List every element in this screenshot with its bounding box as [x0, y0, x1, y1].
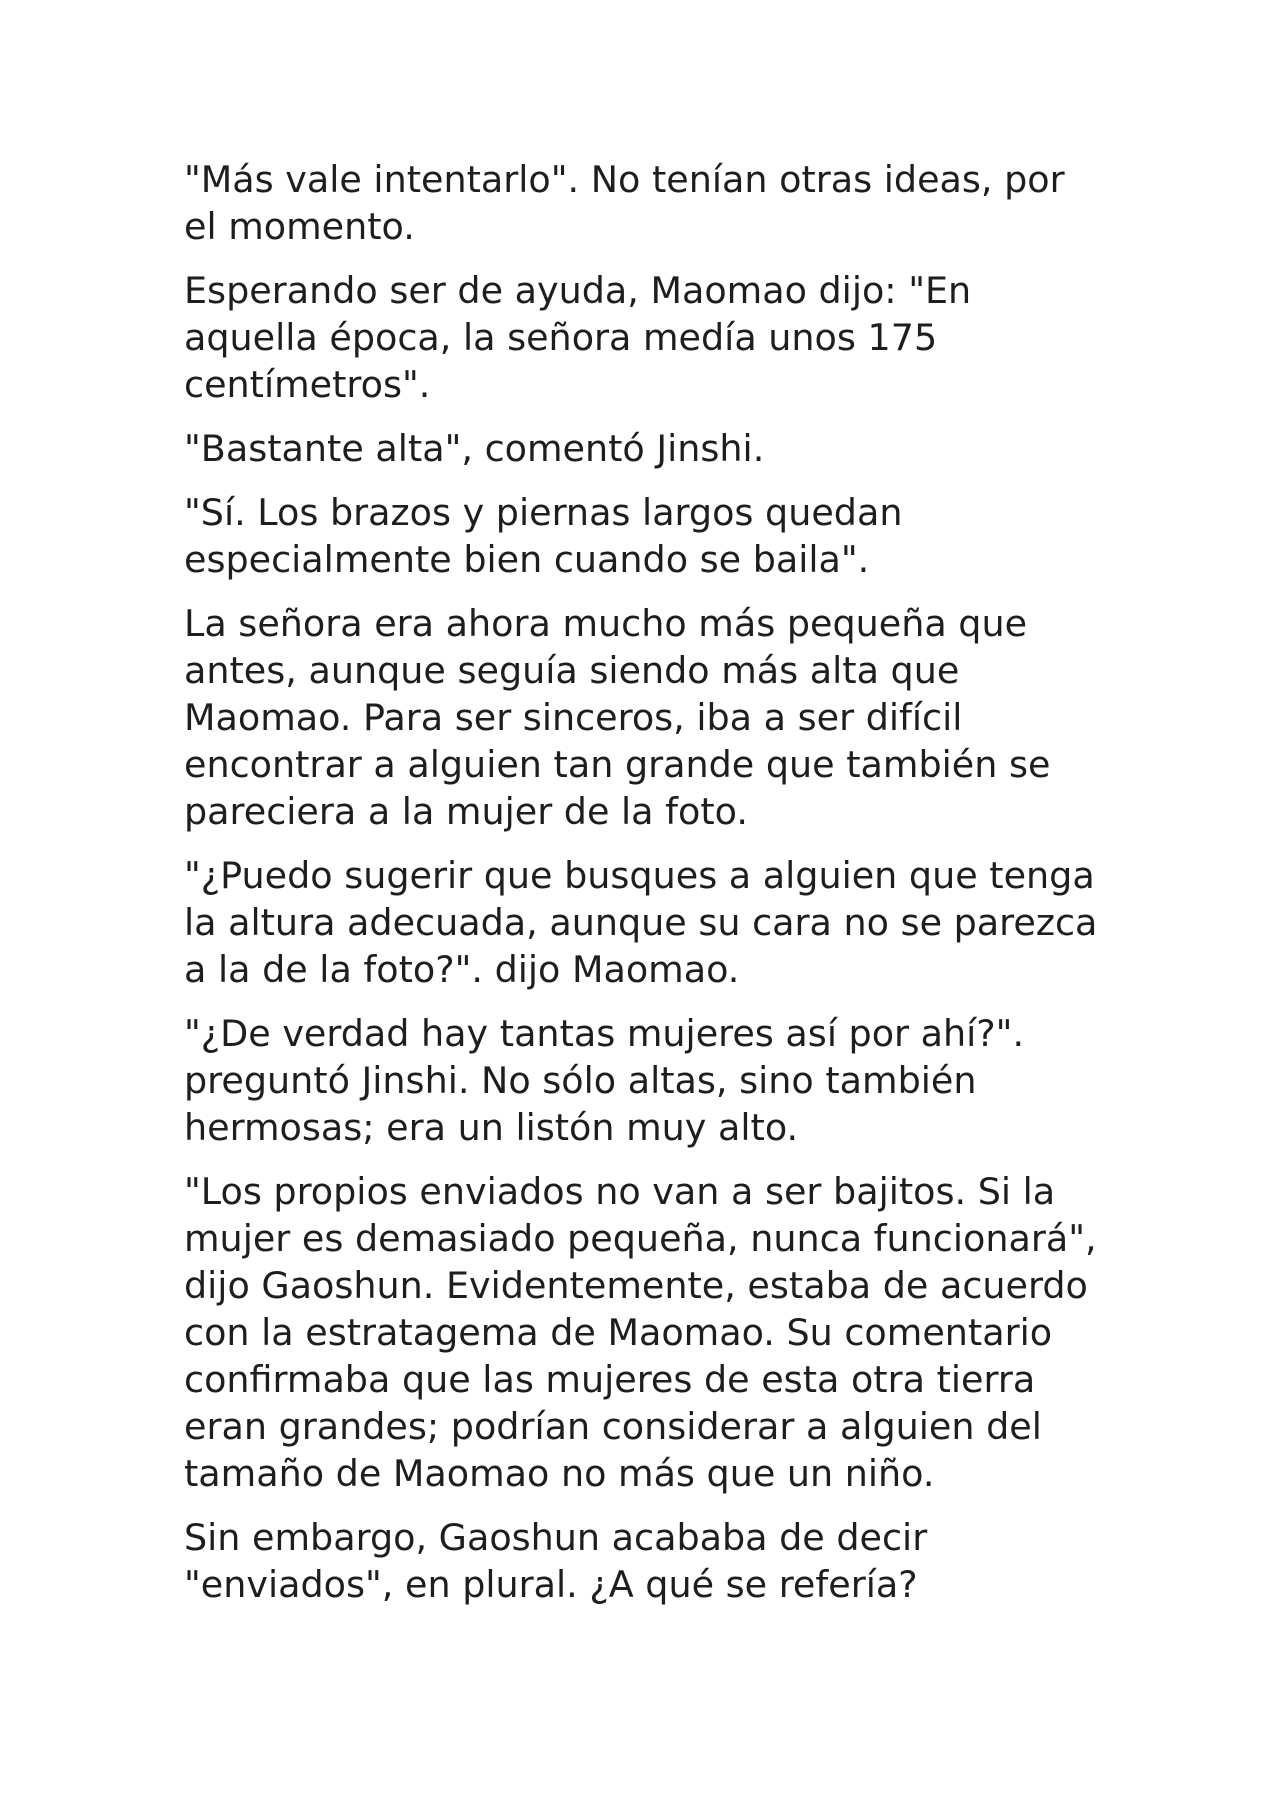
paragraph: Esperando ser de ayuda, Maomao dijo: "En aquella época, la señora medía unos 175 centímetros".	[184, 269, 972, 406]
paragraph: "¿De verdad hay tantas mujeres así por ahí?". preguntó Jinshi. No sólo altas, sino también hermosas; era un listón muy alto.	[184, 1012, 1025, 1149]
paragraph: "Bastante alta", comentó Jinshi.	[184, 427, 765, 470]
paragraph: La señora era ahora mucho más pequeña que antes, aunque seguía siendo más alta que Maomao. Para ser sinceros, iba a ser difícil encontrar a alguien tan grande que también se pareciera a la mujer de la foto.	[184, 602, 1051, 833]
paragraph: "Sí. Los brazos y piernas largos quedan especialmente bien cuando se baila".	[184, 491, 903, 581]
text-column	[184, 156, 1104, 1625]
paragraph: "Más vale intentarlo". No tenían otras ideas, por el momento.	[184, 158, 1065, 248]
paragraph: Sin embargo, Gaoshun acababa de decir "enviados", en plural. ¿A qué se refería?	[184, 1516, 928, 1606]
paragraph: "Los propios enviados no van a ser bajitos. Si la mujer es demasiado pequeña, nunca funcionará", dijo Gaoshun. Evidentemente, estaba de acuerdo con la estratagema de Maomao. Su comentario confirmaba que las mujeres de esta otra tierra eran grandes; podrían considerar a alguien del tamaño de Maomao no más que un niño.	[184, 1170, 1097, 1495]
paragraph: "¿Puedo sugerir que busques a alguien que tenga la altura adecuada, aunque su cara no se parezca a la de la foto?". dijo Maomao.	[184, 854, 1098, 991]
